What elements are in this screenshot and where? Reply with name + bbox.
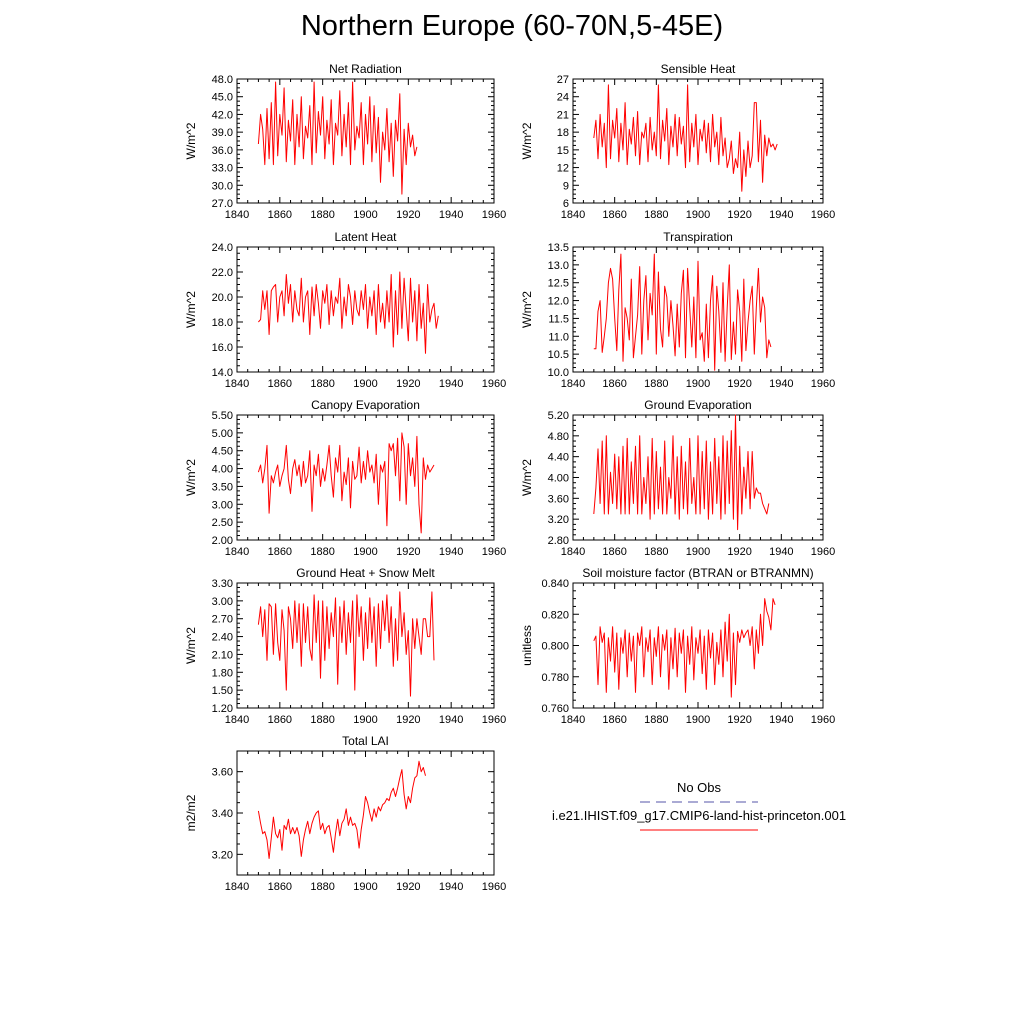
y-tick-label: 10.0	[547, 367, 569, 379]
x-tick-label: 1900	[353, 378, 378, 390]
y-tick-label: 4.00	[547, 472, 569, 485]
y-tick-label: 3.60	[547, 493, 569, 506]
y-tick-label: 6	[562, 198, 569, 210]
y-tick-label: 2.00	[211, 535, 233, 547]
x-tick-label: 1900	[353, 209, 378, 221]
y-tick-label: 0.760	[541, 703, 569, 715]
plot-frame	[237, 247, 494, 372]
y-tick-label: 12	[556, 162, 569, 175]
x-tick-label: 1920	[396, 209, 421, 221]
x-tick-label: 1840	[224, 209, 250, 221]
x-tick-label: 1840	[224, 378, 250, 390]
x-tick-label: 1920	[396, 714, 421, 726]
y-tick-label: 3.40	[211, 808, 233, 820]
legend-label-no-obs: No Obs	[676, 780, 722, 795]
y-tick-label: 4.50	[211, 445, 233, 458]
x-tick-label: 1880	[644, 209, 669, 221]
x-tick-label: 1920	[727, 546, 752, 558]
y-tick-label: 21	[556, 109, 569, 122]
y-tick-label: 3.20	[211, 849, 233, 862]
x-tick-label: 1840	[224, 881, 250, 893]
y-axis-label: W/m^2	[520, 291, 534, 328]
x-tick-label: 1900	[685, 546, 711, 558]
chart-panel	[520, 230, 835, 390]
x-tick-label: 1940	[438, 714, 464, 726]
x-tick-label: 1840	[560, 714, 586, 726]
y-tick-label: 18.0	[211, 317, 233, 329]
y-tick-label: 27.0	[211, 198, 233, 210]
y-tick-label: 9	[562, 180, 569, 193]
x-tick-label: 1940	[438, 209, 464, 221]
y-axis-label: unitless	[520, 625, 534, 666]
y-tick-label: 2.10	[211, 649, 233, 662]
chart-panel	[520, 398, 835, 558]
y-axis-label: W/m^2	[520, 459, 534, 496]
x-tick-label: 1940	[438, 546, 464, 558]
chart-panel	[184, 398, 506, 558]
x-tick-label: 1880	[310, 546, 335, 558]
chart-panel	[184, 62, 506, 221]
y-tick-label: 5.50	[211, 410, 233, 422]
x-tick-label: 1960	[481, 881, 507, 893]
series-line	[594, 599, 775, 698]
y-axis-label: W/m^2	[184, 122, 198, 160]
chart-panel	[184, 230, 506, 390]
series-line	[258, 592, 434, 696]
x-tick-label: 1960	[481, 714, 507, 726]
x-tick-label: 1900	[685, 714, 711, 726]
x-tick-label: 1860	[602, 714, 627, 726]
panel-title: Net Radiation	[329, 62, 402, 76]
y-tick-label: 4.80	[547, 430, 569, 443]
y-tick-label: 18	[556, 127, 569, 140]
panel-title: Total LAI	[342, 734, 389, 748]
y-tick-label: 13.0	[547, 259, 569, 272]
x-tick-label: 1940	[769, 714, 794, 726]
y-tick-label: 3.50	[211, 481, 233, 494]
y-tick-label: 48.0	[211, 74, 233, 86]
x-tick-label: 1840	[560, 378, 586, 390]
x-tick-label: 1840	[560, 546, 586, 558]
y-tick-label: 13.5	[547, 242, 569, 254]
y-tick-label: 45.0	[211, 91, 233, 104]
y-tick-label: 24.0	[211, 242, 233, 254]
x-tick-label: 1920	[727, 378, 752, 390]
y-tick-label: 27	[556, 74, 569, 86]
y-tick-label: 5.00	[211, 427, 233, 440]
plot-frame	[237, 583, 494, 708]
x-tick-label: 1960	[810, 546, 836, 558]
x-tick-label: 1880	[644, 546, 669, 558]
chart-panel	[520, 566, 835, 726]
series-line	[258, 433, 434, 533]
x-tick-label: 1840	[224, 714, 250, 726]
y-axis-label: m2/m2	[184, 794, 198, 832]
y-tick-label: 3.60	[211, 766, 233, 779]
chart-panel	[184, 734, 506, 893]
x-tick-label: 1900	[353, 546, 378, 558]
y-tick-label: 39.0	[211, 127, 233, 140]
y-tick-label: 0.840	[541, 578, 569, 590]
x-tick-label: 1860	[602, 209, 627, 221]
y-tick-label: 3.20	[547, 514, 569, 527]
panel-title: Canopy Evaporation	[311, 398, 420, 412]
y-tick-label: 0.820	[541, 609, 569, 622]
y-tick-label: 4.40	[547, 451, 569, 464]
x-tick-label: 1960	[810, 378, 836, 390]
x-tick-label: 1940	[438, 378, 464, 390]
x-tick-label: 1900	[353, 714, 378, 726]
y-tick-label: 0.780	[541, 671, 569, 684]
panel-title: Sensible Heat	[660, 62, 736, 76]
chart-panel	[520, 62, 835, 221]
legend-label-run: i.e21.IHIST.f09_g17.CMIP6-land-hist-princeton.001	[551, 808, 847, 823]
plot-frame	[573, 79, 823, 203]
y-tick-label: 15	[556, 144, 569, 157]
x-tick-label: 1960	[810, 209, 836, 221]
y-tick-label: 0.800	[541, 640, 569, 653]
x-tick-label: 1860	[602, 378, 627, 390]
y-tick-label: 1.50	[211, 685, 233, 698]
y-tick-label: 1.20	[211, 703, 233, 715]
x-tick-label: 1860	[267, 209, 293, 221]
x-tick-label: 1900	[353, 881, 378, 893]
y-tick-label: 30.0	[211, 180, 233, 193]
series-line	[594, 85, 777, 191]
plot-frame	[237, 751, 494, 875]
y-tick-label: 2.70	[211, 613, 233, 626]
x-tick-label: 1920	[396, 546, 421, 558]
x-tick-label: 1960	[481, 546, 507, 558]
x-tick-label: 1940	[769, 209, 794, 221]
y-tick-label: 20.0	[211, 292, 233, 304]
x-tick-label: 1880	[644, 378, 669, 390]
x-tick-label: 1840	[560, 209, 586, 221]
y-tick-label: 3.30	[211, 578, 233, 590]
x-tick-label: 1920	[396, 881, 421, 893]
y-tick-label: 3.00	[211, 595, 233, 608]
x-tick-label: 1860	[267, 881, 293, 893]
x-tick-label: 1880	[310, 209, 335, 221]
plot-frame	[573, 583, 823, 708]
y-tick-label: 14.0	[211, 367, 233, 379]
legend	[552, 780, 846, 830]
chart-panel	[184, 566, 506, 726]
x-tick-label: 1900	[685, 378, 711, 390]
series-line	[594, 254, 771, 370]
y-axis-label: W/m^2	[184, 627, 198, 664]
x-tick-label: 1880	[310, 714, 335, 726]
x-tick-label: 1880	[310, 378, 335, 390]
x-tick-label: 1880	[644, 714, 669, 726]
y-tick-label: 2.50	[211, 517, 233, 530]
y-tick-label: 42.0	[211, 109, 233, 122]
y-tick-label: 11.0	[548, 331, 569, 344]
x-tick-label: 1920	[727, 209, 752, 221]
panel-title: Transpiration	[663, 230, 733, 244]
y-tick-label: 12.5	[547, 277, 569, 290]
x-tick-label: 1880	[310, 881, 335, 893]
panel-title: Soil moisture factor (BTRAN or BTRANMN)	[582, 566, 814, 580]
y-axis-label: W/m^2	[184, 459, 198, 496]
y-tick-label: 11.5	[548, 313, 569, 326]
panel-title: Ground Heat + Snow Melt	[296, 566, 435, 580]
y-tick-label: 12.0	[547, 295, 569, 308]
series-line	[258, 761, 425, 858]
y-tick-label: 16.0	[211, 342, 233, 354]
y-tick-label: 2.40	[211, 631, 233, 644]
y-axis-label: W/m^2	[520, 122, 534, 160]
y-tick-label: 33.0	[211, 162, 233, 175]
x-tick-label: 1960	[481, 378, 507, 390]
y-tick-label: 4.00	[211, 463, 233, 476]
series-line	[258, 272, 438, 353]
y-tick-label: 5.20	[547, 410, 569, 422]
x-tick-label: 1840	[224, 546, 250, 558]
x-tick-label: 1960	[810, 714, 836, 726]
x-tick-label: 1860	[267, 546, 293, 558]
y-tick-label: 10.5	[547, 349, 569, 362]
x-tick-label: 1860	[267, 714, 293, 726]
y-tick-label: 2.80	[547, 535, 569, 547]
series-line	[258, 82, 417, 194]
y-tick-label: 1.80	[211, 667, 233, 680]
page-title: Northern Europe (60-70N,5-45E)	[300, 10, 724, 42]
y-axis-label: W/m^2	[184, 291, 198, 328]
x-tick-label: 1900	[685, 209, 711, 221]
x-tick-label: 1960	[481, 209, 507, 221]
panel-title: Ground Evaporation	[644, 398, 752, 412]
series-line	[594, 415, 769, 530]
x-tick-label: 1860	[602, 546, 627, 558]
panel-title: Latent Heat	[334, 230, 397, 244]
x-tick-label: 1920	[396, 378, 421, 390]
x-tick-label: 1940	[769, 378, 794, 390]
x-tick-label: 1940	[438, 881, 464, 893]
y-tick-label: 36.0	[211, 144, 233, 157]
x-tick-label: 1920	[727, 714, 752, 726]
x-tick-label: 1940	[769, 546, 794, 558]
y-tick-label: 3.00	[211, 499, 233, 512]
x-tick-label: 1860	[267, 378, 293, 390]
y-tick-label: 24	[556, 91, 569, 104]
y-tick-label: 22.0	[211, 267, 233, 279]
